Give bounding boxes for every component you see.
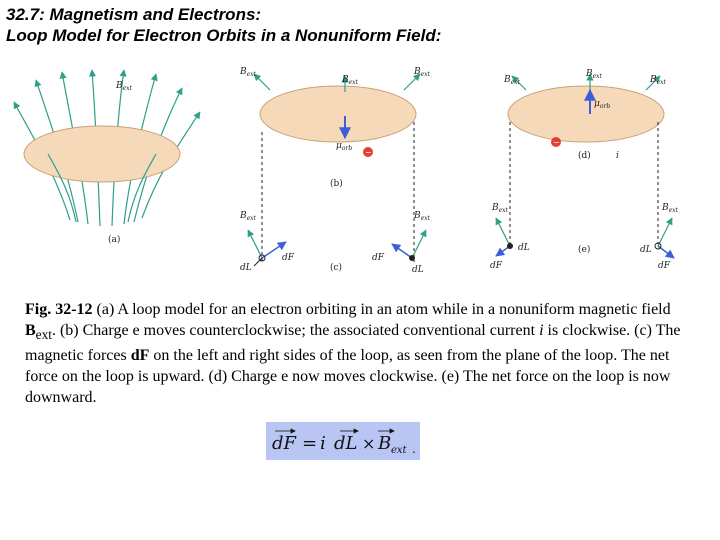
bext-label-e2: $B_{ext}$ [662, 203, 678, 214]
loop-b [260, 86, 416, 142]
caption-df: dF [130, 347, 150, 365]
formula-sub: ext [391, 445, 407, 456]
panel-b [239, 67, 431, 262]
bext-label-b3: $B_{ext}$ [414, 67, 430, 78]
caption-text-a: (a) A loop model for an electron orbiting in an atom while in a nonuniform magnetic field [92, 301, 671, 318]
mu-orb-label-b: $\mu_{orb}$ [336, 141, 353, 152]
caption-text-d: on the left and right sides of the loop, as seen from the plane of the loop. The net force on the loop is upward. (d) Charge e now moves clockwise. (e) The net force on the loop is now downward. [25, 347, 671, 407]
mu-orb-label-d: $\mu_{orb}$ [594, 99, 611, 110]
figure-caption [25, 299, 705, 408]
loop-model-figure [0, 62, 720, 282]
caption-text-c: is clockwise. (c) The magnetic forces [25, 322, 681, 365]
bext-label-c1: $B_{ext}$ [240, 211, 256, 222]
bext-label-b2: $B_{ext}$ [342, 75, 358, 86]
bext-label-a: $B_{ext}$ [116, 81, 132, 92]
title-line-2: Loop Model for Electron Orbits in a Nonuniform Field: [6, 26, 442, 45]
df-label-c1: dF [282, 253, 295, 263]
bext-label-b1: $B_{ext}$ [240, 67, 256, 78]
slide-title [6, 4, 441, 46]
bext-label-d2: $B_{ext}$ [586, 69, 602, 80]
panel-c [239, 211, 431, 275]
formula-current: i [320, 433, 326, 454]
panel-e [490, 203, 679, 271]
dl-label-e2: dL [640, 245, 652, 255]
formula-times: × [362, 434, 376, 453]
df-label-e2: dF [658, 261, 671, 271]
df-label-c2: dF [372, 253, 385, 263]
formula-lhs: dF [272, 433, 297, 454]
figure-number: Fig. 32-12 [25, 301, 93, 318]
panel-e-label: (e) [578, 245, 591, 255]
loop-d [508, 86, 664, 142]
loop-a [24, 126, 180, 182]
panel-d-label: (d) [578, 151, 591, 161]
formula-svg [266, 422, 420, 460]
panel-d [503, 69, 667, 244]
bext-label-c2: $B_{ext}$ [414, 211, 430, 222]
caption-bext: $B_{ext}$ [25, 322, 52, 343]
dl-label-e1: dL [518, 243, 530, 253]
df-label-e1: dF [490, 261, 503, 271]
formula-dot: . [412, 442, 416, 456]
bext-label-d1: $B_{ext}$ [504, 75, 520, 86]
dl-label-c2: dL [412, 265, 424, 275]
svg-text:−: − [553, 138, 560, 147]
current-label-d: i [616, 151, 619, 161]
title-line-1: 32.7: Magnetism and Electrons: [6, 5, 262, 24]
caption-current: i [539, 322, 544, 339]
panel-b-label: (b) [330, 179, 343, 189]
formula-equals: = [302, 433, 318, 454]
dl-label-c1: dL [240, 263, 252, 273]
force-formula [266, 422, 420, 460]
caption-text-b: . (b) Charge e moves counterclockwise; the associated conventional current [51, 322, 540, 339]
panel-a [14, 70, 200, 245]
formula-dl: dL [334, 433, 358, 454]
panel-a-label: (a) [108, 235, 121, 245]
panel-c-label: (c) [330, 263, 343, 273]
formula-b: B [378, 433, 392, 454]
svg-text:−: − [365, 148, 372, 157]
bext-label-e1: $B_{ext}$ [492, 203, 508, 214]
bext-label-d3: $B_{ext}$ [650, 75, 666, 86]
